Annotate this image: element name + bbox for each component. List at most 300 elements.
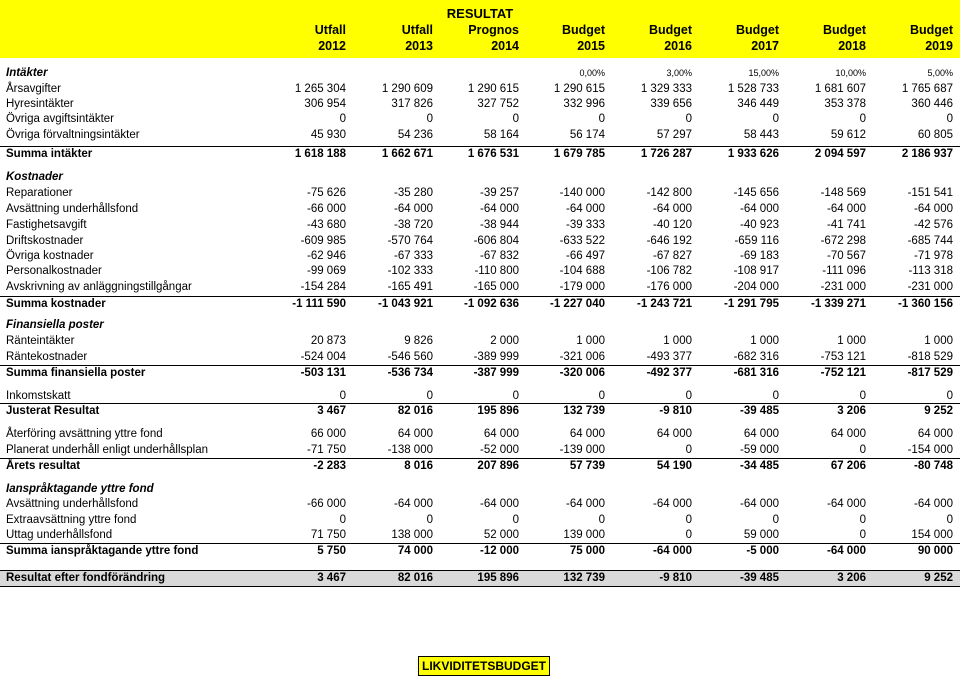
column-header (693, 22, 779, 56)
table-cell: 1 265 304 (294, 83, 346, 95)
table-row (0, 264, 960, 279)
table-cell: -70 567 (826, 250, 866, 262)
table-cell: 332 996 (563, 98, 605, 110)
table-cell: 57 739 (569, 460, 605, 472)
table-cell: -64 000 (479, 498, 519, 510)
table-cell: 306 954 (304, 98, 346, 110)
table-cell: -43 680 (306, 219, 346, 231)
table-cell: -5 000 (746, 545, 779, 557)
table-cell: -231 000 (907, 281, 953, 293)
table-cell: -681 316 (733, 367, 779, 379)
row-label: Planerat underhåll enligt underhållsplan (6, 444, 209, 456)
table-cell: -659 116 (734, 235, 779, 247)
table-cell: -39 485 (739, 572, 779, 584)
table-cell: 1 000 (924, 335, 953, 347)
row-label: Återföring avsättning yttre fond (6, 428, 163, 440)
table-cell: 1 662 671 (381, 148, 433, 160)
table-row (0, 296, 960, 312)
column-header-year: 2014 (491, 39, 519, 53)
table-cell: -80 748 (913, 460, 953, 472)
table-cell: -536 734 (387, 367, 433, 379)
table-cell: 1 290 615 (467, 83, 519, 95)
table-cell: -139 000 (559, 444, 605, 456)
row-label: Uttag underhållsfond (6, 529, 113, 541)
table-cell: 1 676 531 (467, 148, 519, 160)
row-label: Personalkostnader (6, 265, 102, 277)
table-cell: 56 174 (569, 129, 605, 141)
table-cell: 339 656 (650, 98, 692, 110)
table-cell: 1 765 687 (901, 83, 953, 95)
table-cell: 1 528 733 (727, 83, 779, 95)
table-cell: -320 006 (559, 367, 605, 379)
table-row (0, 528, 960, 543)
table-cell: 0 (339, 390, 346, 402)
table-cell: -66 000 (306, 498, 346, 510)
table-cell: 1 000 (576, 335, 605, 347)
table-cell: -148 569 (820, 187, 866, 199)
table-cell: -685 744 (907, 235, 953, 247)
table-row (0, 570, 960, 587)
table-cell: 2 186 937 (901, 148, 953, 160)
row-label: Avsättning underhållsfond (6, 203, 139, 215)
row-label: Avsättning underhållsfond (6, 498, 139, 510)
column-header-kind: Budget (561, 23, 605, 37)
table-cell: 0 (339, 113, 346, 125)
table-cell: 207 896 (477, 460, 519, 472)
table-cell: -69 183 (739, 250, 779, 262)
table-cell: 138 000 (391, 529, 433, 541)
table-cell: -1 291 795 (724, 298, 779, 310)
table-cell: -204 000 (733, 281, 779, 293)
table-cell: 9 826 (404, 335, 433, 347)
table-cell: 0 (512, 113, 519, 125)
table-cell: -64 000 (826, 498, 866, 510)
table-cell: -546 560 (387, 351, 433, 363)
table-cell: 20 873 (310, 335, 346, 347)
table-cell: 0 (685, 514, 692, 526)
table-cell: 3 467 (317, 572, 346, 584)
table-cell: -71 750 (306, 444, 346, 456)
table-cell: 57 297 (656, 129, 692, 141)
table-cell: -12 000 (479, 545, 519, 557)
column-header (347, 22, 433, 56)
section-row (0, 170, 960, 185)
table-cell: -64 000 (652, 545, 692, 557)
table-cell: -64 000 (826, 203, 866, 215)
table-cell: -524 004 (300, 351, 346, 363)
table-row (0, 389, 960, 404)
table-cell: 0 (512, 514, 519, 526)
column-header-year: 2017 (751, 39, 779, 53)
table-cell: -1 043 921 (378, 298, 433, 310)
table-cell: 0 (426, 390, 433, 402)
table-cell: 132 739 (563, 572, 605, 584)
table-cell: -165 491 (387, 281, 433, 293)
row-label: Övriga avgiftsintäkter (6, 113, 115, 125)
row-label: Summa intäkter (6, 148, 93, 160)
column-header (519, 22, 605, 56)
table-cell: 195 896 (477, 405, 519, 417)
table-cell: 0 (859, 529, 866, 541)
table-cell: 58 443 (743, 129, 779, 141)
column-header-year: 2018 (838, 39, 866, 53)
table-cell: 0 (772, 113, 779, 125)
table-cell: -1 227 040 (550, 298, 605, 310)
table-row (0, 365, 960, 381)
table-cell: 327 752 (477, 98, 519, 110)
table-cell: -39 485 (739, 405, 779, 417)
table-cell: -66 497 (565, 250, 605, 262)
table-cell: -389 999 (473, 351, 519, 363)
column-header-year: 2019 (925, 39, 953, 53)
table-cell: -106 782 (646, 265, 692, 277)
table-cell: 195 896 (477, 572, 519, 584)
table-cell: -64 000 (652, 203, 692, 215)
table-cell: 64 000 (830, 428, 866, 440)
table-cell: -672 298 (820, 235, 866, 247)
table-row (0, 97, 960, 112)
table-row (0, 128, 960, 143)
section-row (0, 482, 960, 497)
table-cell: -387 999 (473, 367, 519, 379)
table-row (0, 112, 960, 127)
liquidity-budget-title: LIKVIDITETSBUDGET (418, 656, 550, 676)
table-cell: -99 069 (306, 265, 346, 277)
section-row (0, 318, 960, 333)
table-cell: -67 827 (652, 250, 692, 262)
table-cell: 1 679 785 (553, 148, 605, 160)
table-cell: -67 333 (393, 250, 433, 262)
table-cell: -753 121 (820, 351, 866, 363)
column-header-year: 2016 (664, 39, 692, 53)
table-cell: 1 000 (837, 335, 866, 347)
table-row (0, 350, 960, 365)
column-header-kind: Budget (735, 23, 779, 37)
table-cell: -142 800 (646, 187, 692, 199)
table-cell: -64 000 (565, 203, 605, 215)
table-cell: -606 804 (473, 235, 519, 247)
row-label: Avskrivning av anläggningstillgångar (6, 281, 192, 293)
table-cell: 5 750 (317, 545, 346, 557)
table-cell: -9 810 (659, 405, 692, 417)
table-cell: -102 333 (387, 265, 433, 277)
table-row (0, 186, 960, 201)
table-cell: -67 832 (479, 250, 519, 262)
table-cell: -231 000 (820, 281, 866, 293)
column-header-kind: Prognos (468, 23, 519, 37)
table-cell: -64 000 (652, 498, 692, 510)
table-cell: -154 284 (300, 281, 346, 293)
table-cell: 0 (598, 390, 605, 402)
table-cell: 54 190 (656, 460, 692, 472)
table-cell: 2 000 (490, 335, 519, 347)
table-cell: -111 096 (822, 265, 866, 277)
table-cell: 54 236 (397, 129, 433, 141)
table-cell: -38 720 (393, 219, 433, 231)
table-cell: 8 016 (404, 460, 433, 472)
table-cell: -59 000 (739, 444, 779, 456)
table-cell: -71 978 (913, 250, 953, 262)
table-cell: 82 016 (397, 572, 433, 584)
table-cell: 0 (685, 113, 692, 125)
table-cell: 15,00% (748, 68, 779, 78)
table-cell: -64 000 (739, 203, 779, 215)
table-cell: -151 541 (907, 187, 953, 199)
table-cell: 0 (946, 113, 953, 125)
table-cell: -104 688 (559, 265, 605, 277)
table-cell: -40 120 (652, 219, 692, 231)
table-cell: 59 000 (743, 529, 779, 541)
table-cell: 0 (859, 113, 866, 125)
table-cell: -165 000 (473, 281, 519, 293)
table-cell: 1 681 607 (814, 83, 866, 95)
row-label: Inkomstskatt (6, 390, 71, 402)
table-cell: -1 092 636 (464, 298, 519, 310)
table-row (0, 66, 960, 81)
table-cell: -108 917 (733, 265, 779, 277)
table-cell: -1 360 156 (898, 298, 953, 310)
table-cell: 64 000 (743, 428, 779, 440)
table-cell: -154 000 (907, 444, 953, 456)
column-header-kind: Budget (648, 23, 692, 37)
table-cell: -493 377 (646, 351, 692, 363)
table-row (0, 202, 960, 217)
table-cell: 5,00% (927, 68, 953, 78)
table-row (0, 458, 960, 474)
table-row (0, 280, 960, 295)
column-header (867, 22, 953, 56)
table-cell: 1 933 626 (727, 148, 779, 160)
table-row (0, 249, 960, 264)
row-label: Resultat efter fondförändring (6, 572, 166, 584)
table-cell: 10,00% (835, 68, 866, 78)
column-header (433, 22, 519, 56)
table-cell: -64 000 (393, 498, 433, 510)
table-cell: -646 192 (646, 235, 692, 247)
table-cell: 0 (685, 529, 692, 541)
table-cell: -42 576 (913, 219, 953, 231)
table-cell: 1 000 (663, 335, 692, 347)
table-cell: 64 000 (483, 428, 519, 440)
table-cell: -64 000 (913, 498, 953, 510)
table-cell: -64 000 (913, 203, 953, 215)
row-label: Årets resultat (6, 460, 81, 472)
table-cell: 9 252 (924, 405, 953, 417)
table-cell: -1 339 271 (811, 298, 866, 310)
table-row (0, 443, 960, 458)
section-heading: Finansiella poster (6, 319, 104, 331)
table-cell: 0 (685, 444, 692, 456)
table-cell: 45 930 (310, 129, 346, 141)
table-cell: 0 (598, 113, 605, 125)
row-label: Summa finansiella poster (6, 367, 146, 379)
table-cell: -52 000 (479, 444, 519, 456)
result-header (0, 0, 960, 58)
table-cell: 3 206 (837, 572, 866, 584)
table-cell: 64 000 (569, 428, 605, 440)
table-cell: 64 000 (917, 428, 953, 440)
table-cell: -66 000 (306, 203, 346, 215)
table-cell: 0 (512, 390, 519, 402)
table-cell: -2 283 (313, 460, 346, 472)
table-cell: -64 000 (826, 545, 866, 557)
table-cell: 64 000 (656, 428, 692, 440)
table-cell: 353 378 (824, 98, 866, 110)
table-cell: -752 121 (820, 367, 866, 379)
table-cell: -40 923 (739, 219, 779, 231)
table-cell: 154 000 (911, 529, 953, 541)
table-row (0, 513, 960, 528)
table-cell: 75 000 (569, 545, 605, 557)
table-cell: -138 000 (387, 444, 433, 456)
table-cell: -609 985 (300, 235, 346, 247)
table-cell: -817 529 (907, 367, 953, 379)
table-cell: 0 (685, 390, 692, 402)
section-heading: Kostnader (6, 171, 63, 183)
table-cell: 0,00% (579, 68, 605, 78)
table-cell: 0 (859, 514, 866, 526)
table-cell: -64 000 (565, 498, 605, 510)
table-cell: 64 000 (397, 428, 433, 440)
table-row (0, 234, 960, 249)
column-header-year: 2013 (405, 39, 433, 53)
table-cell: 0 (339, 514, 346, 526)
column-header-kind: Utfall (401, 23, 433, 37)
table-cell: 71 750 (310, 529, 346, 541)
row-label: Övriga kostnader (6, 250, 94, 262)
table-cell: -9 810 (659, 572, 692, 584)
table-row (0, 497, 960, 512)
table-cell: -176 000 (646, 281, 692, 293)
table-cell: 67 206 (830, 460, 866, 472)
column-header-year: 2015 (577, 39, 605, 53)
table-cell: -492 377 (646, 367, 692, 379)
table-cell: 52 000 (483, 529, 519, 541)
table-cell: -503 131 (300, 367, 346, 379)
row-label: Hyresintäkter (6, 98, 74, 110)
table-cell: -34 485 (739, 460, 779, 472)
table-cell: 59 612 (830, 129, 866, 141)
row-label: Fastighetsavgift (6, 219, 87, 231)
table-cell: -110 800 (474, 265, 519, 277)
table-cell: -39 333 (565, 219, 605, 231)
column-header-kind: Budget (909, 23, 953, 37)
row-label: Övriga förvaltningsintäkter (6, 129, 140, 141)
table-cell: 90 000 (917, 545, 953, 557)
table-cell: -321 006 (559, 351, 605, 363)
column-header (780, 22, 866, 56)
table-cell: 82 016 (397, 405, 433, 417)
row-label: Ränteintäkter (6, 335, 75, 347)
table-cell: 360 446 (911, 98, 953, 110)
table-cell: 317 826 (391, 98, 433, 110)
column-header-kind: Budget (822, 23, 866, 37)
table-cell: 0 (946, 514, 953, 526)
table-cell: 66 000 (310, 428, 346, 440)
table-row (0, 543, 960, 559)
column-header (606, 22, 692, 56)
table-cell: 0 (772, 390, 779, 402)
table-cell: -75 626 (306, 187, 346, 199)
table-cell: 1 618 188 (294, 148, 346, 160)
table-cell: 0 (859, 444, 866, 456)
table-cell: -38 944 (479, 219, 519, 231)
row-label: Reparationer (6, 187, 73, 199)
table-cell: 58 164 (483, 129, 519, 141)
row-label: Justerat Resultat (6, 405, 100, 417)
table-cell: 132 739 (563, 405, 605, 417)
section-heading: Ianspråktagande yttre fond (6, 483, 154, 495)
table-cell: -570 764 (387, 235, 433, 247)
table-cell: 0 (598, 514, 605, 526)
table-cell: -818 529 (907, 351, 953, 363)
table-cell: -179 000 (559, 281, 605, 293)
row-label: Årsavgifter (6, 83, 61, 95)
row-label: Summa ianspråktagande yttre fond (6, 545, 199, 557)
table-cell: 2 094 597 (814, 148, 866, 160)
table-cell: -64 000 (479, 203, 519, 215)
page-title: RESULTAT (446, 6, 514, 21)
table-cell: -62 946 (306, 250, 346, 262)
table-cell: 1 329 333 (640, 83, 692, 95)
table-cell: 60 805 (917, 129, 953, 141)
table-cell: 1 290 615 (553, 83, 605, 95)
row-label: Driftskostnader (6, 235, 84, 247)
table-cell: -140 000 (559, 187, 605, 199)
table-cell: -35 280 (393, 187, 433, 199)
table-cell: 3 467 (317, 405, 346, 417)
table-cell: 139 000 (563, 529, 605, 541)
table-row (0, 427, 960, 442)
table-cell: 74 000 (397, 545, 433, 557)
column-header-kind: Utfall (314, 23, 346, 37)
table-row (0, 218, 960, 233)
table-cell: 1 000 (750, 335, 779, 347)
table-row (0, 334, 960, 349)
table-cell: 3 206 (837, 405, 866, 417)
table-cell: -633 522 (559, 235, 605, 247)
table-cell: 9 252 (924, 572, 953, 584)
table-cell: -41 741 (826, 219, 866, 231)
row-label: Extraavsättning yttre fond (6, 514, 137, 526)
table-cell: 0 (426, 113, 433, 125)
section-heading: Intäkter (6, 67, 48, 79)
table-cell: -145 656 (733, 187, 779, 199)
table-cell: -64 000 (393, 203, 433, 215)
table-cell: -682 316 (733, 351, 779, 363)
table-cell: -1 111 590 (292, 298, 346, 310)
table-row (0, 82, 960, 97)
table-cell: -113 318 (908, 265, 953, 277)
table-cell: 1 726 287 (640, 148, 692, 160)
table-row (0, 403, 960, 419)
table-cell: 1 290 609 (381, 83, 433, 95)
table-cell: -1 243 721 (637, 298, 692, 310)
column-header (260, 22, 346, 56)
table-cell: -39 257 (479, 187, 519, 199)
table-cell: -64 000 (739, 498, 779, 510)
table-cell: 346 449 (737, 98, 779, 110)
row-label: Summa kostnader (6, 298, 106, 310)
table-cell: 0 (946, 390, 953, 402)
table-cell: 3,00% (666, 68, 692, 78)
table-cell: 0 (426, 514, 433, 526)
column-header-year: 2012 (318, 39, 346, 53)
table-cell: 0 (859, 390, 866, 402)
table-cell: 0 (772, 514, 779, 526)
row-label: Räntekostnader (6, 351, 88, 363)
table-row (0, 146, 960, 162)
